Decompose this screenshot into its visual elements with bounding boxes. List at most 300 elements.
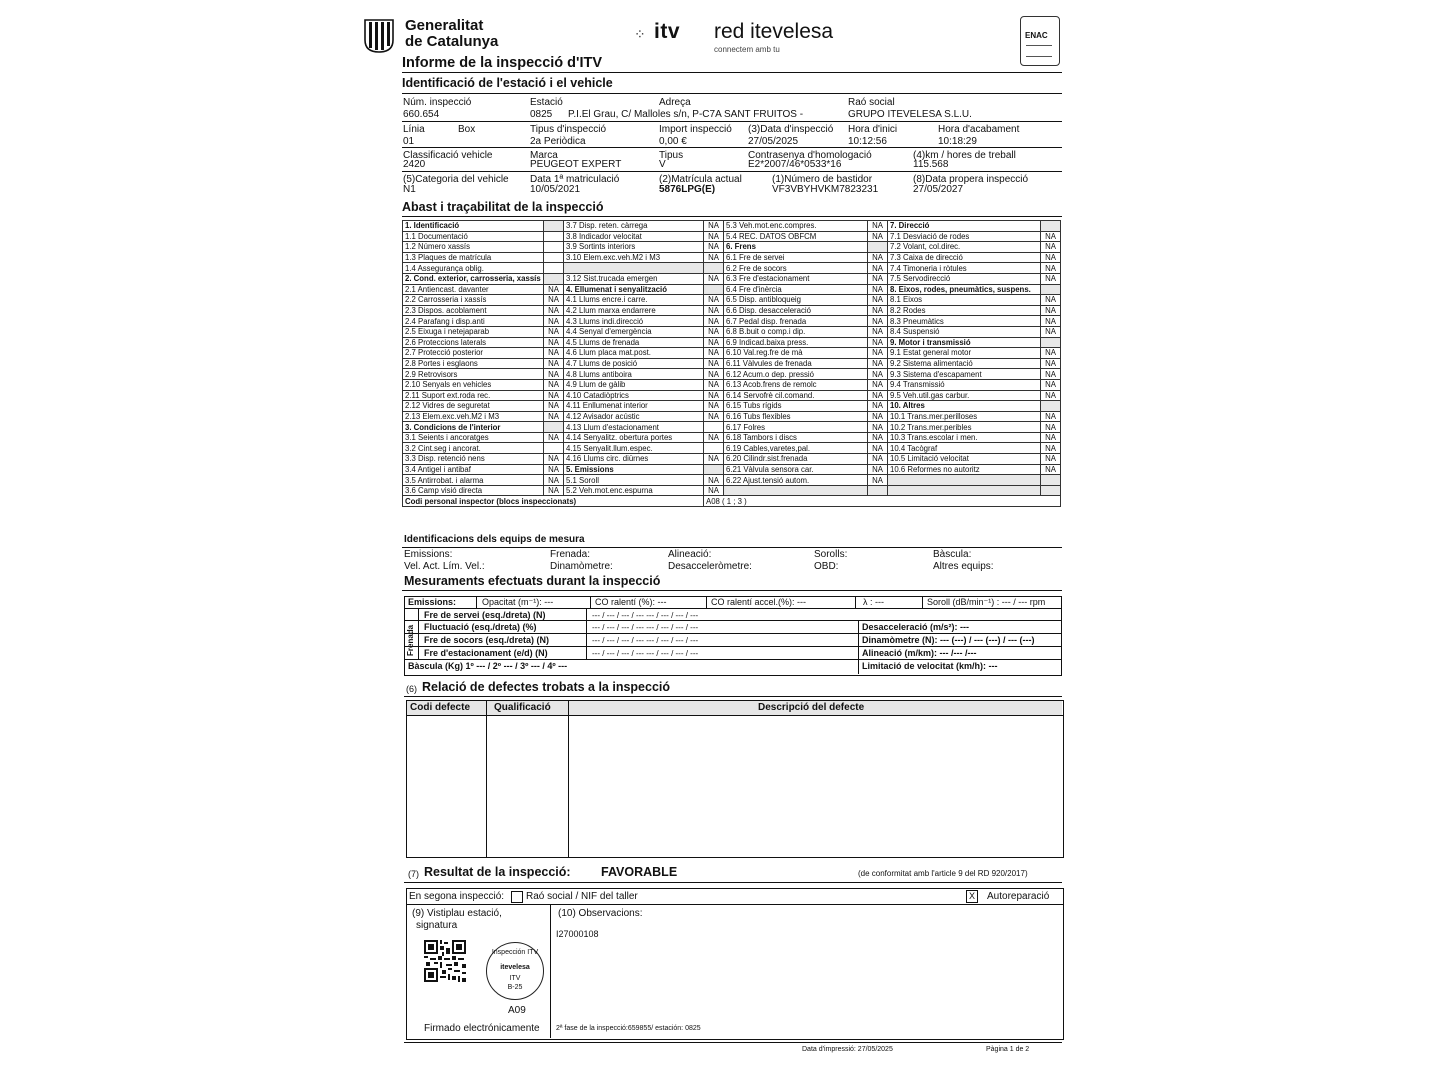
abast-item: 6.22 Ajust.tensió autom. [724,475,868,486]
m-opacitat: Opacitat (m⁻¹): --- [482,597,554,607]
abast-item: 8.1 Eixos [888,295,1041,306]
abast-status: NA [544,316,564,327]
equip-alineacio: Alineació: [668,549,712,560]
classif-value: 2420 [403,159,426,170]
abast-status: NA [704,411,724,422]
abast-status: NA [704,485,724,496]
estacio-value: 0825 [530,109,553,120]
abast-item: 5.2 Veh.mot.enc.espurna [564,485,704,496]
m-div [476,596,477,608]
abast-status: NA [868,263,888,274]
m-fluctuacio: Fluctuació (esq./dreta) (%) [424,622,537,632]
abast-rule [402,216,1062,217]
abast-status [704,422,724,433]
enac-logo [1020,16,1060,66]
equip-bascula: Bàscula: [933,549,972,560]
matricula-value: 5876LPG(E) [659,184,716,195]
brand-itv: itv [654,20,681,43]
abast-item: 2.11 Suport ext.roda rec. [403,390,544,401]
abast-status: NA [544,401,564,412]
abast-row [403,348,1061,359]
vistiplau-label: (9) Vistiplau estació, [412,908,502,919]
qr-code-icon [424,940,466,982]
abast-item: 7.4 Timoneria i ròtules [888,263,1041,274]
abast-row [403,231,1061,242]
abast-item: 8.3 Pneumàtics [888,316,1041,327]
abast-status: NA [1041,379,1061,390]
abast-row [403,305,1061,316]
abast-item: 3.12 Sist.trucada emergen [564,273,704,284]
abast-row [403,464,1061,475]
abast-status: NA [704,295,724,306]
abast-item: 6.12 Acum.o dep. pressió [724,369,868,380]
title-rule [402,72,1062,73]
gov-line1: Generalitat [405,17,484,34]
abast-item: 6.8 B.buit o comp.i dip. [724,326,868,337]
contrasenya-value: E2*2007/46*0533*16 [748,159,842,170]
abast-status: NA [868,273,888,284]
abast-status: NA [704,242,724,253]
data-impressio: Data d'impressió: 27/05/2025 [802,1046,893,1053]
abast-status: NA [868,326,888,337]
abast-status: NA [868,379,888,390]
abast-item: 8. Eixos, rodes, pneumàtics, suspens. [888,284,1041,295]
abast-status [544,422,564,433]
abast-status: NA [868,422,888,433]
abast-status [704,464,724,475]
abast-item: 4. Ellumenat i senyalització [564,284,704,295]
abast-item: 9.5 Veh.util.gas carbur. [888,390,1041,401]
abast-item: 10.6 Reformes no autoritz [888,464,1041,475]
abast-status: NA [704,348,724,359]
abast-status: NA [868,252,888,263]
num-insp-label: Núm. inspecció [403,97,472,108]
bastidor-label: (1)Número de bastidor [772,174,873,185]
abast-item: 6.15 Tubs rígids [724,401,868,412]
abast-item: 3.8 Indicador velocitat [564,231,704,242]
abast-status: NA [544,284,564,295]
abast-item: 4.1 Llums encre.i carre. [564,295,704,306]
abast-item: 2.9 Retrovisors [403,369,544,380]
codi-inspector-value: A08 ( 1 ; 3 ) [704,496,1061,507]
abast-status: NA [1041,242,1061,253]
abast-item: 6.18 Tambors i discs [724,432,868,443]
footer-col-div [550,904,551,1038]
abast-item: 10.1 Trans.mer.perilloses [888,411,1041,422]
abast-status: NA [544,358,564,369]
abast-item: 4.6 Llum placa mat.post. [564,348,704,359]
abast-row [403,454,1061,465]
m-div [855,596,856,608]
abast-item: 5.3 Veh.mot.enc.compres. [724,221,868,232]
abast-status: NA [1041,390,1061,401]
m-div [590,596,591,608]
abast-row [403,326,1061,337]
abast-status: NA [868,443,888,454]
abast-status: NA [1041,273,1061,284]
abast-item: 4.8 Llums antiboira [564,369,704,380]
abast-status: NA [1041,422,1061,433]
abast-item: 6.16 Tubs flexibles [724,411,868,422]
abast-item: 3.9 Sortints interiors [564,242,704,253]
abast-status: NA [704,231,724,242]
abast-row [403,369,1061,380]
m-soroll: Soroll (dB/min⁻¹) : --- / --- rpm [927,597,1046,607]
generalitat-name [405,18,498,50]
linia-label: Línia [403,124,425,135]
hora-acab-value: 10:18:29 [938,136,977,147]
resultat-note: (de conformitat amb l'article 9 del RD 920/2017) [858,869,1028,878]
abast-item: 2.7 Protecció posterior [403,348,544,359]
abast-status [1041,485,1061,496]
abast-status: NA [868,295,888,306]
abast-row [403,284,1061,295]
rao-nif-label: Raó social / NIF del taller [526,891,638,902]
abast-status: NA [1041,316,1061,327]
abast-status: NA [868,221,888,232]
hora-inici-label: Hora d'inici [848,124,898,135]
brand-name: red itevelesa [714,20,834,43]
abast-status: NA [868,337,888,348]
abast-status: NA [544,432,564,443]
abast-item: 4.5 Llums de frenada [564,337,704,348]
abast-item: 3.3 Disp. retenció nens [403,454,544,465]
m-rule [404,633,1062,634]
abast-status: NA [868,401,888,412]
abast-row [403,242,1061,253]
abast-status [544,231,564,242]
abast-row [403,432,1061,443]
abast-status: NA [868,316,888,327]
abast-item: 6.5 Disp. antibloqueig [724,295,868,306]
hora-inici-value: 10:12:56 [848,136,887,147]
abast-status: NA [704,475,724,486]
abast-item: 6.9 Indicad.baixa press. [724,337,868,348]
abast-status [1041,475,1061,486]
abast-status: NA [1041,358,1061,369]
defectes-rule [404,696,1062,697]
abast-status [868,485,888,496]
km-label: (4)km / hores de treball [913,150,1016,161]
abast-status [1041,401,1061,412]
abast-item: 4.14 Senyalitz. obertura portes [564,432,704,443]
abast-status: NA [1041,454,1061,465]
abast-status: NA [868,305,888,316]
defectes-col-div [486,700,487,857]
abast-item: 4.16 Llums circ. diürnes [564,454,704,465]
abast-item: 6.20 Cilindr.sist.frenada [724,454,868,465]
abast-item: 10.2 Trans.mer.peribles [888,422,1041,433]
m-fre-socors: Fre de socors (esq./dreta) (N) [424,635,550,645]
abast-status: NA [704,316,724,327]
abast-item: 2.5 Eixuga i netejaparab [403,326,544,337]
abast-status [544,252,564,263]
abast-status: NA [1041,348,1061,359]
m-desacc: Desacceleració (m/s²): --- [862,622,970,632]
data-matric-label: Data 1ª matriculació [530,174,620,185]
observacions-label: (10) Observacions: [558,908,643,919]
defectes-num: (6) [406,684,417,694]
categoria-label: (5)Categoria del vehicle [403,174,509,185]
id-rule-3 [402,171,1062,172]
abast-status: NA [1041,411,1061,422]
propera-value: 27/05/2027 [913,184,964,195]
abast-row [403,263,1061,274]
abast-status: NA [868,231,888,242]
abast-item: 3.1 Seients i ancoratges [403,432,544,443]
abast-item: 4.4 Senyal d'emergència [564,326,704,337]
categoria-value: N1 [403,184,416,195]
station-stamp [486,942,544,1000]
abast-status: NA [704,337,724,348]
abast-status: NA [868,475,888,486]
abast-row [403,273,1061,284]
abast-status: NA [544,454,564,465]
abast-item: 6.19 Cables,varetes,pal. [724,443,868,454]
abast-status: NA [1041,252,1061,263]
gov-line2: de Catalunya [405,33,499,50]
m-rule [404,608,1062,609]
defectes-col-div [568,700,569,857]
abast-status [544,273,564,284]
abast-item: 6.13 Acob.frens de remolc [724,379,868,390]
abast-status: NA [1041,231,1061,242]
tipus-insp-value: 2a Periòdica [530,136,586,147]
abast-status: NA [544,305,564,316]
id-section-heading: Identificació de l'estació i el vehicle [402,76,613,90]
abast-row [403,358,1061,369]
import-label: Import inspecció [659,124,732,135]
brand-tagline: connectem amb tu [714,45,780,54]
abast-item: 9.4 Transmissió [888,379,1041,390]
abast-item: 7.5 Servodirecció [888,273,1041,284]
m-div [922,596,923,608]
abast-status: NA [544,390,564,401]
col-descripcio: Descripció del defecte [758,702,865,713]
rao-label: Raó social [848,97,895,108]
equips-heading: Identificacions dels equips de mesura [404,534,585,545]
abast-row [403,411,1061,422]
abast-item: 1.4 Assegurança oblig. [403,263,544,274]
abast-row [403,475,1061,486]
abast-status: NA [704,358,724,369]
abast-status [1041,221,1061,232]
segona-label: En segona inspecció: [409,891,505,902]
abast-status: NA [544,485,564,496]
abast-item: 1.1 Documentació [403,231,544,242]
abast-item: 3. Condicions de l'interior [403,422,544,433]
m-alin: Alineació (m/km): --- /--- /--- [862,648,977,658]
abast-item: 9. Motor i transmissió [888,337,1041,348]
m-dash-1: --- / --- / --- / --- --- / --- / --- / --- [592,611,699,620]
abast-item: 7.3 Caixa de direcció [888,252,1041,263]
abast-item: 10.5 Limitació velocitat [888,454,1041,465]
abast-status: NA [544,464,564,475]
abast-item: 1.2 Número xassís [403,242,544,253]
abast-item: 6.1 Fre de servei [724,252,868,263]
abast-status: NA [704,369,724,380]
m-frenada-label: Frenada [406,624,415,656]
matricula-label: (2)Matrícula actual [659,174,742,185]
abast-item: 1. Identificació [403,221,544,232]
abast-status: NA [704,326,724,337]
abast-status: NA [868,411,888,422]
abast-item: 5.4 REC. DATOS OBFCM [724,231,868,242]
abast-row [403,485,1061,496]
abast-status: NA [1041,464,1061,475]
abast-status: NA [704,401,724,412]
abast-status: NA [1041,295,1061,306]
abast-status [544,221,564,232]
abast-item: 9.2 Sistema alimentació [888,358,1041,369]
report-title: Informe de la inspecció d'ITV [402,55,603,71]
abast-item: 3.10 Elem.exc.veh.M2 i M3 [564,252,704,263]
data-insp-value: 27/05/2025 [748,136,799,147]
abast-item: 2.4 Parafang i disp.anti [403,316,544,327]
m-rule [404,646,1062,647]
equip-desaccelerometre: Desacceleròmetre: [668,561,752,572]
equips-rule [402,547,1062,548]
equip-sorolls: Sorolls: [814,549,848,560]
resultat-value: FAVORABLE [601,865,678,879]
abast-status: NA [1041,326,1061,337]
abast-status: NA [868,432,888,443]
id-rule-2 [402,147,1062,148]
abast-status [704,443,724,454]
abast-status: NA [868,284,888,295]
signature-code: A09 [508,1005,526,1016]
pagina: Pàgina 1 de 2 [986,1046,1030,1053]
abast-status: NA [544,295,564,306]
footer-rule [406,904,1063,905]
m-fre-servei: Fre de servei (esq./dreta) (N) [424,610,546,620]
marca-value: PEUGEOT EXPERT [530,159,622,170]
data-insp-label: (3)Data d'inspecció [748,124,834,135]
abast-status [1041,284,1061,295]
abast-status: NA [544,326,564,337]
data-matric-value: 10/05/2021 [530,184,581,195]
abast-item: 8.4 Suspensió [888,326,1041,337]
rao-nif-checkbox[interactable] [511,891,523,903]
tipus-label: Tipus [659,150,684,161]
abast-item: 7.2 Volant, col.direc. [888,242,1041,253]
inspection-report-page [400,12,1064,1064]
m-dash-4: --- / --- / --- / --- --- / --- / --- / --- [592,649,699,658]
signatura-label: signatura [416,920,458,931]
stamp-itv: ITV [509,975,521,982]
abast-item: 4.15 Senyalit.llum.espec. [564,443,704,454]
abast-status: NA [1041,443,1061,454]
m-rule [404,620,1062,621]
estacio-label: Estació [530,97,563,108]
abast-item: 2.13 Elem.exc.veh.M2 i M3 [403,411,544,422]
abast-status: NA [1041,432,1061,443]
abast-status: NA [704,221,724,232]
tipus-value: V [659,159,666,170]
abast-item: 3.2 Cint.seg i ancorat. [403,443,544,454]
m-dinamo: Dinamòmetre (N): --- (---) / --- (---) / --- (---) [862,635,1035,645]
abast-item: 4.10 Catadiòptrics [564,390,704,401]
km-value: 115.568 [913,159,949,170]
abast-status: NA [704,379,724,390]
propera-label: (8)Data propera inspecció [913,174,1029,185]
abast-row [403,443,1061,454]
stamp-top: Inspección ITV [491,949,539,956]
classif-label: Classificació vehicle [403,150,493,161]
defectes-heading: Relació de defectes trobats a la inspecció [422,680,671,694]
equip-obd: OBD: [814,561,839,572]
abast-status: NA [1041,305,1061,316]
abast-item: 4.7 Llums de posició [564,358,704,369]
resultat-rule [404,882,1062,883]
col-qualificacio: Qualificació [494,702,551,713]
m-fre-estac: Fre d'estacionament (e/d) (N) [424,648,548,658]
abast-item: 6.10 Val.reg.fre de mà [724,348,868,359]
abast-status: NA [868,390,888,401]
abast-row [403,422,1061,433]
abast-item [888,475,1041,486]
abast-status: NA [868,369,888,380]
abast-status: NA [544,348,564,359]
stamp-brand: itevelesa [500,964,530,971]
m-div [706,596,707,608]
autoreparacio-label: Autoreparació [987,891,1050,902]
abast-status [1041,337,1061,348]
abast-status: NA [704,432,724,443]
abast-item [724,485,868,496]
adreca-label: Adreça [659,97,691,108]
m-dash-3: --- / --- / --- / --- --- / --- / --- / --- [592,636,699,645]
equip-vel: Vel. Act. Lím. Vel.: [404,561,485,572]
abast-item: 6.7 Pedal disp. frenada [724,316,868,327]
autoreparacio-checkbox[interactable]: X [966,890,978,903]
enac-label: ENAC [1025,31,1048,40]
abast-status [544,242,564,253]
abast-item: 4.2 Llum marxa endarrere [564,305,704,316]
abast-item: 4.12 Avisador acústic [564,411,704,422]
abast-status [544,263,564,274]
abast-item: 7.1 Desviació de rodes [888,231,1041,242]
codi-inspector-label: Codi personal inspector (blocs inspeccionats) [403,496,704,507]
abast-item: 3.4 Antigel i antibaf [403,464,544,475]
col-codi: Codi defecte [410,702,471,713]
abast-status: NA [544,411,564,422]
hora-acab-label: Hora d'acabament [938,124,1020,135]
abast-item: 2.3 Dispos. acoblament [403,305,544,316]
m-div [858,620,859,674]
abast-item: 5.1 Soroll [564,475,704,486]
abast-row [403,252,1061,263]
abast-item: 4.13 Llum d'estacionament [564,422,704,433]
abast-status: NA [704,305,724,316]
abast-status: NA [704,273,724,284]
defectes-header-rule [406,715,1063,716]
m-co-accel: CO ralentí accel.(%): --- [711,597,807,607]
abast-item: 6.3 Fre d'estacionament [724,273,868,284]
abast-item: 3.7 Disp. reten. càrrega [564,221,704,232]
id-rule [402,93,1062,94]
abast-item: 10.4 Tacògraf [888,443,1041,454]
abast-row [403,379,1061,390]
m-div [418,608,419,660]
abast-status: NA [1041,263,1061,274]
contrasenya-label: Contrasenya d'homologació [748,150,872,161]
abast-item: 4.3 Llums indi.direcció [564,316,704,327]
abast-status: NA [704,454,724,465]
abast-row [403,221,1061,232]
abast-item: 6.2 Fre de socors [724,263,868,274]
abast-heading: Abast i traçabilitat de la inspecció [402,200,604,214]
